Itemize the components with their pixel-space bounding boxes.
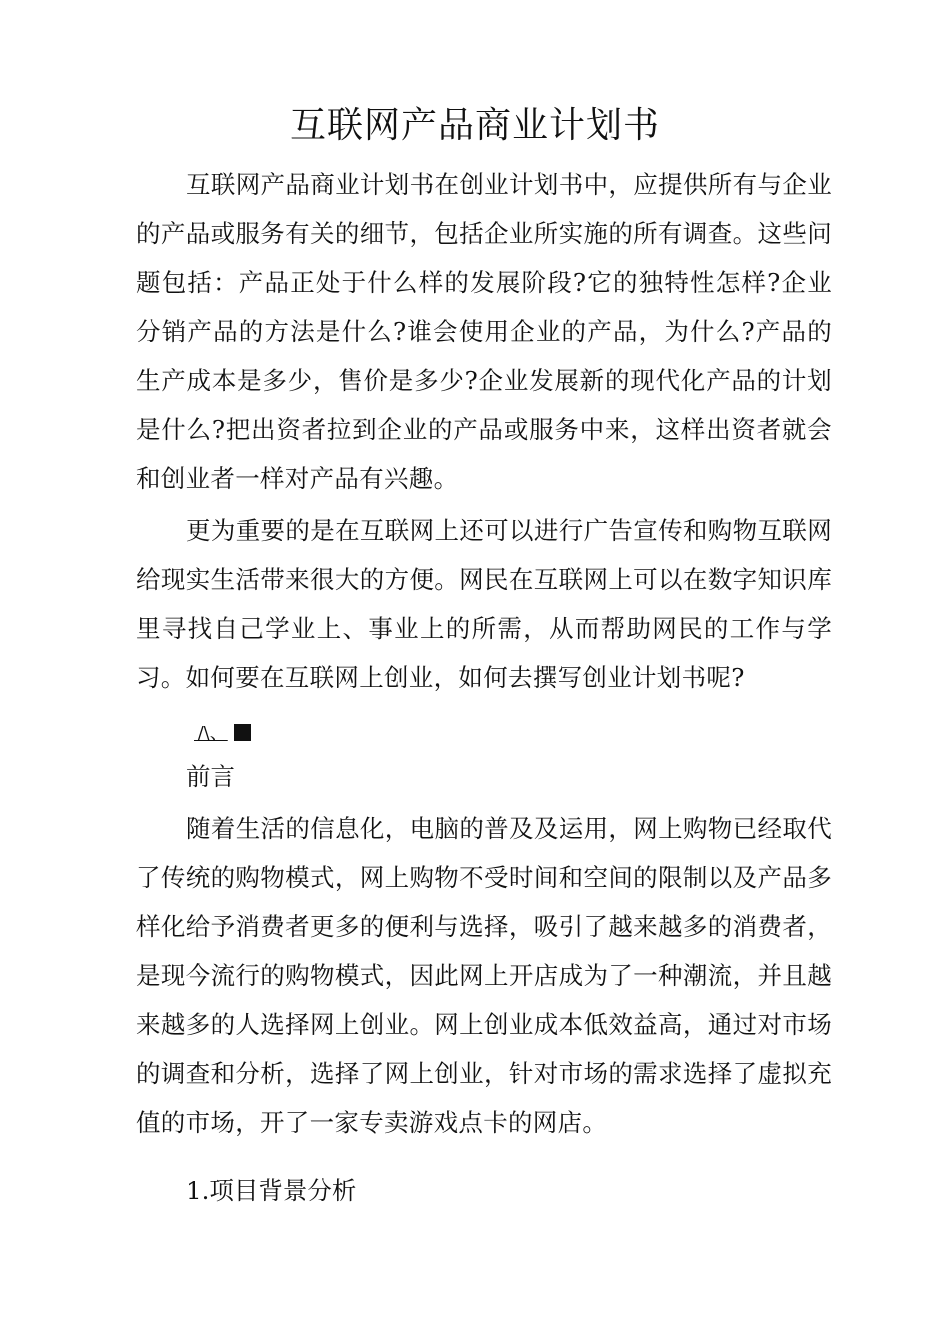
black-square-icon (234, 724, 251, 741)
importance-paragraph: 更为重要的是在互联网上还可以进行广告宣传和购物互联网给现实生活带来很大的方便。网民在互联网上可以在数字知识库里寻找自己学业上、事业上的所需，从而帮助网民的工作与学习。如何要在互联网上创业，如何去撰写创业计划书呢? (136, 516, 832, 692)
preface-heading: 前言 (186, 762, 235, 791)
section-heading: 1.项目背景分析 (186, 1176, 357, 1205)
intro-paragraph: 互联网产品商业计划书在创业计划书中，应提供所有与企业的产品或服务有关的细节，包括企业所实施的所有调查。这些问题包括：产品正处于什么样的发展阶段?它的独特性怎样?企业分销产品的方法是什么?谁会使用企业的产品，为什么?产品的生产成本是多少，售价是多少?企业发展新的现代化产品的计划是什么?把出资者拉到企业的产品或服务中来，这样出资者就会和创业者一样对产品有兴趣。 (136, 170, 832, 493)
preface-paragraph: 随着生活的信息化，电脑的普及及运用，网上购物已经取代了传统的购物模式，网上购物不受时间和空间的限制以及产品多样化给予消费者更多的便利与选择，吸引了越来越多的消费者，是现今流行的购物模式，因此网上开店成为了一种潮流，并且越来越多的人选择网上创业。网上创业成本低效益高，通过对市场的调查和分析，选择了网上创业，针对市场的需求选择了虚拟充值的市场，开了一家专卖游戏点卡的网店。 (136, 814, 832, 1137)
scan-artifact-mark (194, 723, 251, 745)
document-title: 互联网产品商业计划书 (289, 105, 660, 146)
artifact-text: /\、 (194, 723, 228, 744)
